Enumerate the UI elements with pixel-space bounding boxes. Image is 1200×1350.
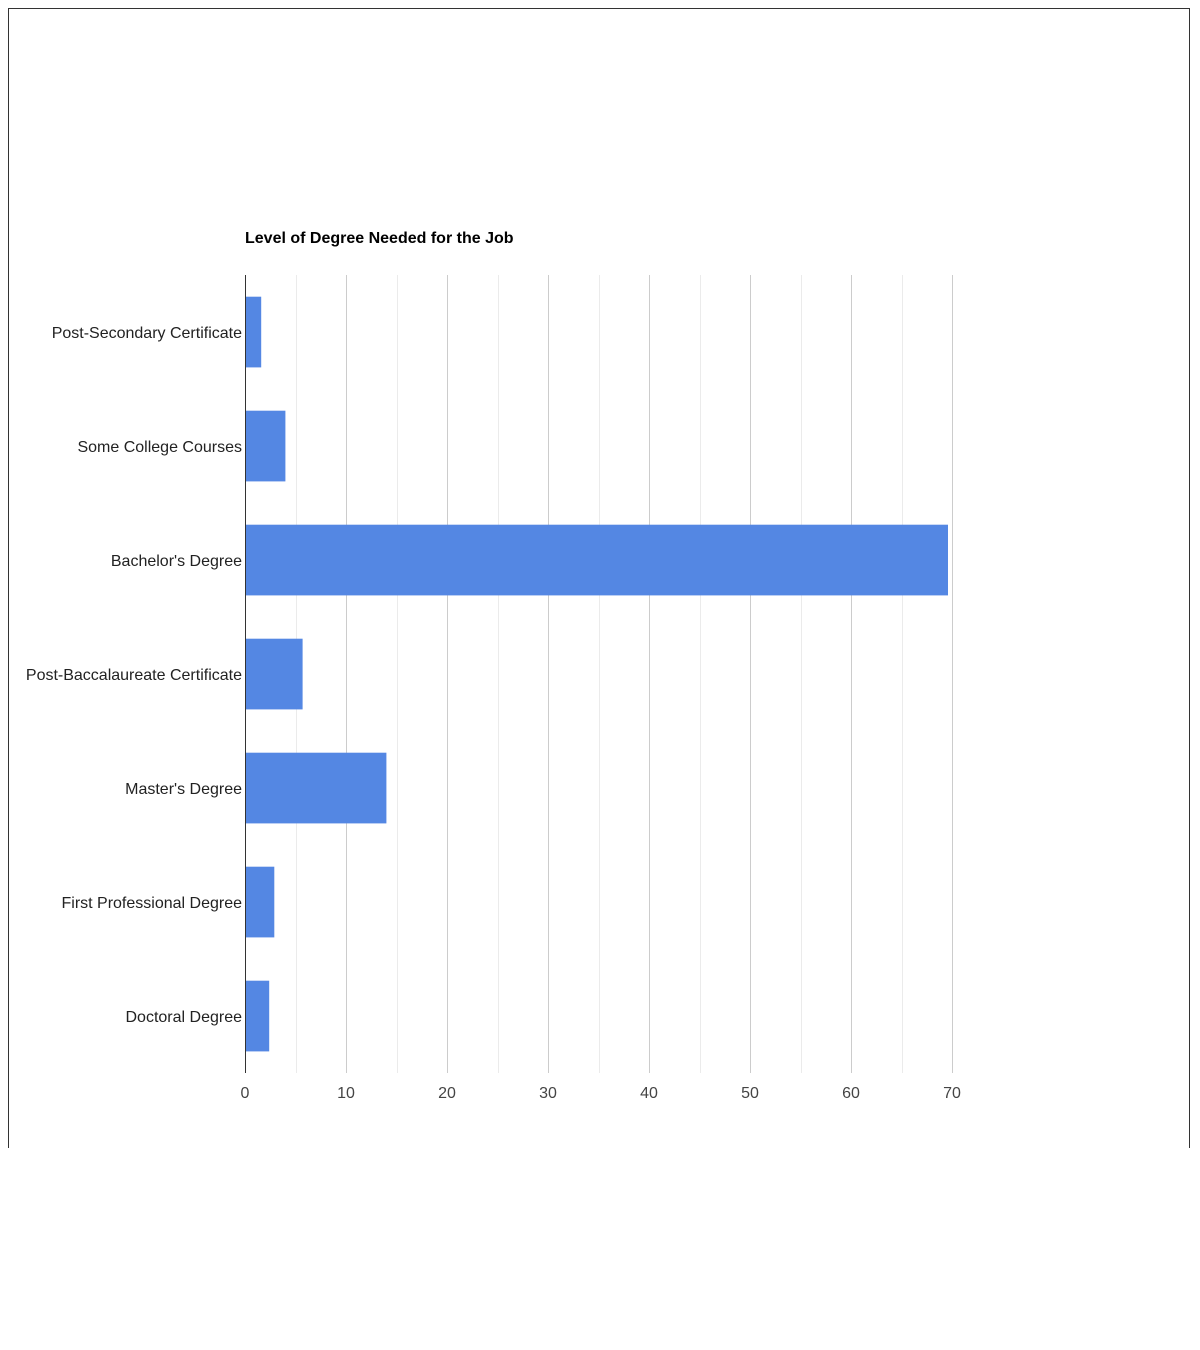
x-tick-label: 30 <box>539 1085 557 1102</box>
x-tick-label: 50 <box>741 1085 759 1102</box>
category-label: Some College Courses <box>77 439 242 456</box>
category-label: Bachelor's Degree <box>110 553 242 570</box>
bar <box>245 525 948 596</box>
bar <box>245 753 386 824</box>
category-label: Master's Degree <box>125 781 242 798</box>
bars <box>245 297 948 1052</box>
category-label: Post-Secondary Certificate <box>51 325 242 342</box>
bar <box>245 411 285 482</box>
bar <box>245 297 261 368</box>
x-tick-label: 20 <box>438 1085 456 1102</box>
bar <box>245 867 274 938</box>
chart-title: Level of Degree Needed for the Job <box>245 230 514 247</box>
category-label: Doctoral Degree <box>125 1009 242 1026</box>
x-tick-label: 40 <box>640 1085 658 1102</box>
x-tick-label: 60 <box>842 1085 860 1102</box>
bar <box>245 981 269 1052</box>
category-label: Post-Baccalaureate Certificate <box>25 667 242 684</box>
grid-lines <box>297 275 953 1073</box>
x-tick-labels <box>241 1085 961 1102</box>
x-tick-label: 10 <box>337 1085 355 1102</box>
category-labels <box>26 325 242 1026</box>
bar <box>245 639 303 710</box>
x-tick-label: 0 <box>240 1085 250 1102</box>
x-tick-label: 70 <box>943 1085 961 1102</box>
category-label: First Professional Degree <box>61 895 242 912</box>
